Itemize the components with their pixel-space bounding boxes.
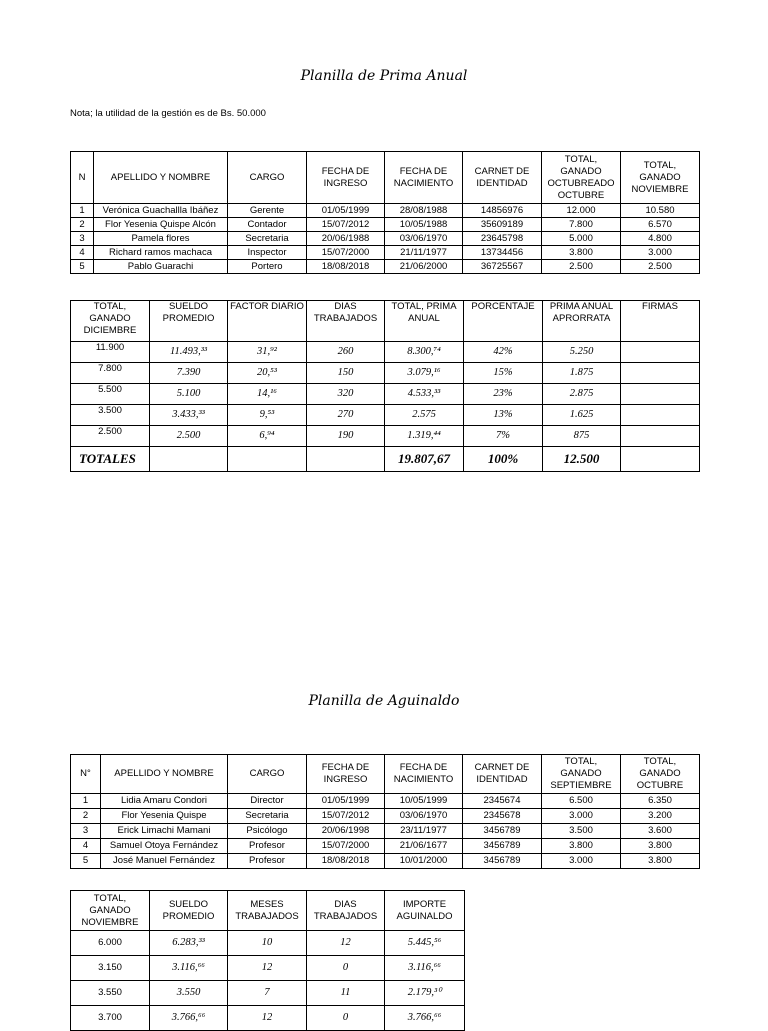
- table-cell: 7.390: [150, 363, 228, 384]
- table-cell: 4.533,³³: [385, 384, 464, 405]
- totals-cell: [621, 447, 700, 472]
- table-cell: 4: [71, 246, 94, 260]
- totals-cell: [228, 447, 307, 472]
- table-cell: Director: [228, 794, 307, 809]
- table-row: [71, 218, 700, 232]
- table-cell: 3.550: [71, 981, 150, 1006]
- table-cell: 11: [307, 981, 385, 1006]
- table-cell: 12.000: [542, 204, 621, 218]
- table-cell: 4: [71, 839, 101, 854]
- table-row: [71, 246, 700, 260]
- table-cell: Portero: [228, 260, 307, 274]
- table-cell: 2345674: [463, 794, 542, 809]
- header-cell: N°: [71, 755, 101, 794]
- table-cell: 23%: [464, 384, 543, 405]
- totals-porcentaje: 100%: [464, 447, 543, 472]
- table-cell: 10.580: [621, 204, 700, 218]
- table-cell: Pamela flores: [94, 232, 228, 246]
- header-cell: FECHA DE INGRESO: [307, 755, 385, 794]
- table-cell: 15/07/2000: [307, 839, 385, 854]
- table-cell: 21/06/2000: [385, 260, 463, 274]
- table-cell: 6.500: [542, 794, 621, 809]
- header-cell: DIAS TRABAJADOS: [307, 891, 385, 931]
- table-cell: 3.150: [71, 956, 150, 981]
- table-cell: 1.625: [543, 405, 621, 426]
- header-cell: CARNET DE IDENTIDAD: [463, 755, 542, 794]
- table-cell: 2.575: [385, 405, 464, 426]
- totals-cell: [150, 447, 228, 472]
- header-cell: FECHA DE NACIMIENTO: [385, 755, 463, 794]
- prima-calculation-table: [70, 300, 700, 472]
- table-cell: 6.000: [71, 931, 150, 956]
- table-cell: Profesor: [228, 839, 307, 854]
- table-header-row: [71, 755, 700, 794]
- table-cell: 150: [307, 363, 385, 384]
- table-cell: Psicólogo: [228, 824, 307, 839]
- table-cell: José Manuel Fernández: [101, 854, 228, 869]
- table-cell: 23/11/1977: [385, 824, 463, 839]
- table-cell: 6.570: [621, 218, 700, 232]
- table-cell: 7.800: [71, 363, 150, 384]
- table-cell: 2: [71, 809, 101, 824]
- prima-note: Nota; la utilidad de la gestión es de Bs. 50.000: [70, 108, 266, 119]
- table-cell: Contador: [228, 218, 307, 232]
- table-cell: 18/08/2018: [307, 260, 385, 274]
- header-cell: FIRMAS: [621, 301, 700, 342]
- table-cell: [621, 384, 700, 405]
- table-cell: 15/07/2012: [307, 809, 385, 824]
- table-cell: [621, 363, 700, 384]
- table-cell: 15/07/2012: [307, 218, 385, 232]
- table-cell: 1.875: [543, 363, 621, 384]
- header-cell: SUELDO PROMEDIO: [150, 301, 228, 342]
- table-cell: 10/05/1999: [385, 794, 463, 809]
- table-cell: Lidia Amaru Condori: [101, 794, 228, 809]
- header-cell: DIAS TRABAJADOS: [307, 301, 385, 342]
- aguinaldo-calculation-table: [70, 890, 465, 1031]
- table-cell: Richard ramos machaca: [94, 246, 228, 260]
- table-cell: 15%: [464, 363, 543, 384]
- table-row: [71, 363, 700, 384]
- table-row: [71, 839, 700, 854]
- table-row: [71, 956, 465, 981]
- table-cell: 12: [307, 931, 385, 956]
- table-cell: Flor Yesenia Quispe: [101, 809, 228, 824]
- table-cell: 2.500: [71, 426, 150, 447]
- table-cell: 2345678: [463, 809, 542, 824]
- table-cell: 5.445,⁵⁶: [385, 931, 465, 956]
- table-cell: 7%: [464, 426, 543, 447]
- table-cell: Samuel Otoya Fernández: [101, 839, 228, 854]
- table-cell: 2.875: [543, 384, 621, 405]
- table-cell: 5.000: [542, 232, 621, 246]
- table-cell: 5.500: [71, 384, 150, 405]
- header-cell: TOTAL, GANADO NOVIEMBRE: [621, 152, 700, 204]
- totals-label: TOTALES: [71, 447, 150, 472]
- table-cell: 3.000: [542, 809, 621, 824]
- table-cell: 5.250: [543, 342, 621, 363]
- table-cell: 1.319,⁴⁴: [385, 426, 464, 447]
- table-cell: 2.500: [542, 260, 621, 274]
- header-cell: PRIMA ANUAL APRORRATA: [543, 301, 621, 342]
- table-cell: 3.800: [621, 854, 700, 869]
- table-cell: 12: [228, 956, 307, 981]
- table-row: [71, 931, 465, 956]
- aguinaldo-employee-table: [70, 754, 700, 869]
- table-cell: 01/05/1999: [307, 204, 385, 218]
- table-cell: 12: [228, 1006, 307, 1031]
- header-cell: TOTAL, GANADO DICIEMBRE: [71, 301, 150, 342]
- table-cell: 3.000: [621, 246, 700, 260]
- totals-prorrata: 12.500: [543, 447, 621, 472]
- header-cell: APELLIDO Y NOMBRE: [101, 755, 228, 794]
- table-cell: 270: [307, 405, 385, 426]
- header-cell: TOTAL, PRIMA ANUAL: [385, 301, 464, 342]
- header-cell: APELLIDO Y NOMBRE: [94, 152, 228, 204]
- table-cell: 5: [71, 260, 94, 274]
- table-cell: 3: [71, 824, 101, 839]
- table-cell: 3.200: [621, 809, 700, 824]
- table-cell: Erick Limachi Mamani: [101, 824, 228, 839]
- header-cell: TOTAL, GANADO SEPTIEMBRE: [542, 755, 621, 794]
- table-cell: 3.800: [621, 839, 700, 854]
- table-cell: Flor Yesenia Quispe Alcón: [94, 218, 228, 232]
- table-cell: 5: [71, 854, 101, 869]
- table-cell: 3456789: [463, 854, 542, 869]
- table-cell: 42%: [464, 342, 543, 363]
- table-cell: 190: [307, 426, 385, 447]
- table-row: [71, 426, 700, 447]
- table-cell: 260: [307, 342, 385, 363]
- table-cell: 3.433,³³: [150, 405, 228, 426]
- table-cell: 3.766,⁶⁶: [385, 1006, 465, 1031]
- prima-title: Planilla de Prima Anual: [300, 68, 468, 84]
- table-cell: 3.800: [542, 839, 621, 854]
- table-cell: 11.493,³³: [150, 342, 228, 363]
- table-row: [71, 1006, 465, 1031]
- header-cell: FECHA DE NACIMIENTO: [385, 152, 463, 204]
- table-cell: 7.800: [542, 218, 621, 232]
- table-cell: [621, 405, 700, 426]
- table-cell: 3.550: [150, 981, 228, 1006]
- table-cell: 1: [71, 204, 94, 218]
- table-cell: 03/06/1970: [385, 809, 463, 824]
- totals-row: [71, 447, 700, 472]
- table-cell: 10/05/1988: [385, 218, 463, 232]
- table-cell: 3.766,⁶⁶: [150, 1006, 228, 1031]
- header-cell: CARGO: [228, 755, 307, 794]
- table-cell: 03/06/1970: [385, 232, 463, 246]
- table-row: [71, 809, 700, 824]
- table-cell: 14856976: [463, 204, 542, 218]
- table-cell: 20/06/1988: [307, 232, 385, 246]
- table-cell: 3.700: [71, 1006, 150, 1031]
- header-cell: FECHA DE INGRESO: [307, 152, 385, 204]
- table-cell: 3.600: [621, 824, 700, 839]
- table-cell: 3.500: [71, 405, 150, 426]
- table-row: [71, 794, 700, 809]
- table-cell: 2.500: [621, 260, 700, 274]
- table-cell: 21/11/1977: [385, 246, 463, 260]
- table-cell: 3456789: [463, 824, 542, 839]
- table-cell: 20/06/1998: [307, 824, 385, 839]
- header-cell: N: [71, 152, 94, 204]
- table-cell: 18/08/2018: [307, 854, 385, 869]
- table-cell: 7: [228, 981, 307, 1006]
- table-cell: 23645798: [463, 232, 542, 246]
- table-cell: 3.079,¹⁶: [385, 363, 464, 384]
- header-cell: CARNET DE IDENTIDAD: [463, 152, 542, 204]
- table-cell: Pablo Guarachi: [94, 260, 228, 274]
- table-cell: 3456789: [463, 839, 542, 854]
- table-cell: 5.100: [150, 384, 228, 405]
- table-cell: 3.116,⁶⁶: [150, 956, 228, 981]
- table-cell: 20,⁵³: [228, 363, 307, 384]
- table-row: [71, 854, 700, 869]
- table-cell: 1: [71, 794, 101, 809]
- table-cell: Secretaria: [228, 232, 307, 246]
- header-cell: CARGO: [228, 152, 307, 204]
- aguinaldo-title: Planilla de Aguinaldo: [308, 693, 460, 709]
- table-cell: 01/05/1999: [307, 794, 385, 809]
- header-cell: PORCENTAJE: [464, 301, 543, 342]
- table-cell: 13734456: [463, 246, 542, 260]
- table-cell: 10: [228, 931, 307, 956]
- table-header-row: [71, 152, 700, 204]
- table-cell: 9,⁵³: [228, 405, 307, 426]
- table-cell: 8.300,⁷⁴: [385, 342, 464, 363]
- table-cell: Gerente: [228, 204, 307, 218]
- table-row: [71, 260, 700, 274]
- table-cell: 21/06/1677: [385, 839, 463, 854]
- table-cell: 3.000: [542, 854, 621, 869]
- totals-prima-anual: 19.807,67: [385, 447, 464, 472]
- table-cell: 3.800: [542, 246, 621, 260]
- header-cell: TOTAL, GANADO NOVIEMBRE: [71, 891, 150, 931]
- table-cell: 31,⁹²: [228, 342, 307, 363]
- table-cell: 2.500: [150, 426, 228, 447]
- table-cell: 3.116,⁶⁶: [385, 956, 465, 981]
- header-cell: MESES TRABAJADOS: [228, 891, 307, 931]
- table-cell: 10/01/2000: [385, 854, 463, 869]
- table-cell: 36725567: [463, 260, 542, 274]
- table-cell: Profesor: [228, 854, 307, 869]
- header-cell: SUELDO PROMEDIO: [150, 891, 228, 931]
- header-cell: TOTAL, GANADO OCTUBREADO OCTUBRE: [542, 152, 621, 204]
- table-cell: Secretaria: [228, 809, 307, 824]
- header-cell: TOTAL, GANADO OCTUBRE: [621, 755, 700, 794]
- table-row: [71, 232, 700, 246]
- table-cell: 15/07/2000: [307, 246, 385, 260]
- table-cell: 6.283,³³: [150, 931, 228, 956]
- table-header-row: [71, 891, 465, 931]
- table-cell: 11.900: [71, 342, 150, 363]
- table-cell: 0: [307, 1006, 385, 1031]
- table-cell: 14,¹⁶: [228, 384, 307, 405]
- table-cell: 35609189: [463, 218, 542, 232]
- table-cell: 2: [71, 218, 94, 232]
- table-cell: [621, 426, 700, 447]
- table-cell: 320: [307, 384, 385, 405]
- table-cell: 4.800: [621, 232, 700, 246]
- table-header-row: [71, 301, 700, 342]
- table-cell: 875: [543, 426, 621, 447]
- table-cell: Verónica Guachallla Ibáñez: [94, 204, 228, 218]
- table-row: [71, 384, 700, 405]
- table-row: [71, 342, 700, 363]
- table-cell: 3: [71, 232, 94, 246]
- table-cell: 13%: [464, 405, 543, 426]
- table-row: [71, 824, 700, 839]
- table-cell: 3.500: [542, 824, 621, 839]
- table-cell: 6,⁹⁴: [228, 426, 307, 447]
- table-row: [71, 204, 700, 218]
- table-cell: 28/08/1988: [385, 204, 463, 218]
- table-cell: [621, 342, 700, 363]
- table-cell: 2.179,³⁰: [385, 981, 465, 1006]
- totals-cell: [307, 447, 385, 472]
- table-cell: Inspector: [228, 246, 307, 260]
- table-row: [71, 981, 465, 1006]
- table-cell: 6.350: [621, 794, 700, 809]
- header-cell: FACTOR DIARIO: [228, 301, 307, 342]
- table-cell: 0: [307, 956, 385, 981]
- prima-employee-table: [70, 151, 700, 274]
- table-row: [71, 405, 700, 426]
- header-cell: IMPORTE AGUINALDO: [385, 891, 465, 931]
